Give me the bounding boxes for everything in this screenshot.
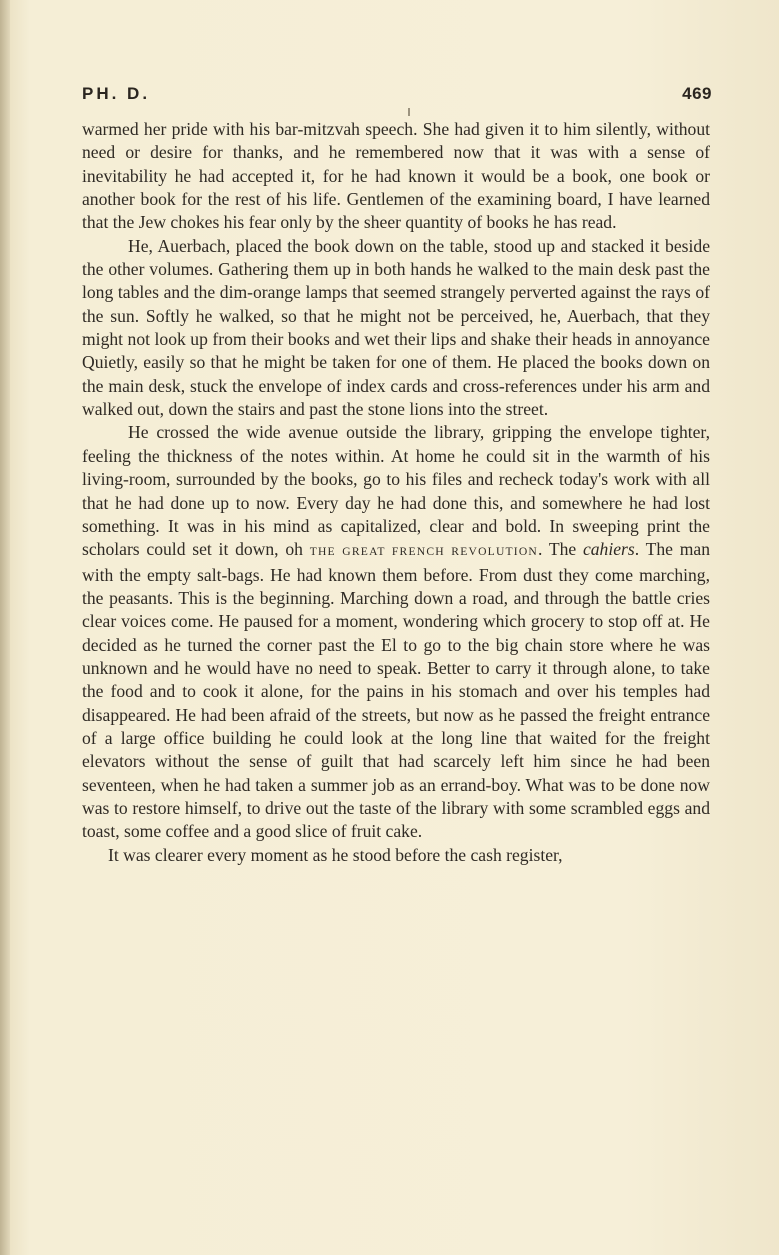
spine-shadow bbox=[0, 0, 10, 1255]
italic-word: cahiers bbox=[582, 539, 635, 560]
body-text bbox=[82, 118, 710, 867]
running-head bbox=[82, 84, 712, 114]
paragraph-1: warmed her pride with his bar-mitzvah speech. She had given it to him silently, without need or desire for thanks, and he remembered now that it was with a sense of inevitability he had accepted it, for he had known it would be a book, one book or another book for the rest of his life. Gentlemen of the examining board, I have learned that the Jew chokes his fear only by the sheer quantity of books he has read. bbox=[82, 119, 710, 233]
paragraph-3-text-start: He crossed the wide avenue outside the library, gripping the envelope tighter, feeling the thickness of the notes within. At home he could sit in the warmth of his living-room, surrounded by the books, go to his files and recheck today's work with all that he had done up to now. Every day he had done this, and somewhere he had lost something. It was in his mind as capitalized, clear and bold. In sweeping print the scholars could set it down, oh bbox=[82, 422, 710, 560]
small-caps-phrase: THE GREAT FRENCH REVOLUTION bbox=[309, 545, 538, 559]
paragraph-4: It was clearer every moment as he stood before the cash register, bbox=[108, 844, 563, 865]
paragraph-2: He, Auerbach, placed the book down on the table, stood up and stacked it beside the other volumes. Gathering them up in both hands he walked to the main desk past the long tables and the dim-orange lamps that seemed strangely perverted against the rays of the sun. Softly he walked, so that he might not be perceived, he, Auerbach, that they might not look up from their books and wet their lips and shake their heads in annoyance Quietly, easily so that he might be taken for one of them. He placed the books down on the main desk, stuck the envelope of index cards and cross-references under his arm and walked out, down the stairs and past the stone lions into the street. bbox=[82, 235, 710, 420]
running-title: PH. D. bbox=[82, 84, 151, 103]
print-mark bbox=[408, 108, 410, 116]
paragraph-3-text-mid: . The bbox=[538, 539, 583, 560]
paragraph-3 bbox=[82, 421, 710, 843]
paragraph-3-text-end: . The man with the empty salt-bags. He had known them before. From dust they come marching, the peasants. This is the beginning. Marching down a road, and through the battle cries clear voices come. He paused for a moment, wondering which grocery to stop off at. He decided as he turned the corner past the El to go to the big chain store where he was unknown and he would have no need to speak. Better to carry it through alone, to take the food and to cook it alone, for the pains in his stomach and over his temples had disappeared. He had been afraid of the streets, but now as he passed the freight entrance of a large office building he could look at the long line that waited for the freight elevators without the sense of guilt that had scarcely left him since he had been seventeen, when he had taken a summer job as an errand-boy. What was to be done now was to restore himself, to drive out the taste of the library with some scrambled eggs and toast, some coffee and a good slice of fruit cake. bbox=[82, 539, 710, 842]
page-number: 469 bbox=[682, 84, 712, 103]
